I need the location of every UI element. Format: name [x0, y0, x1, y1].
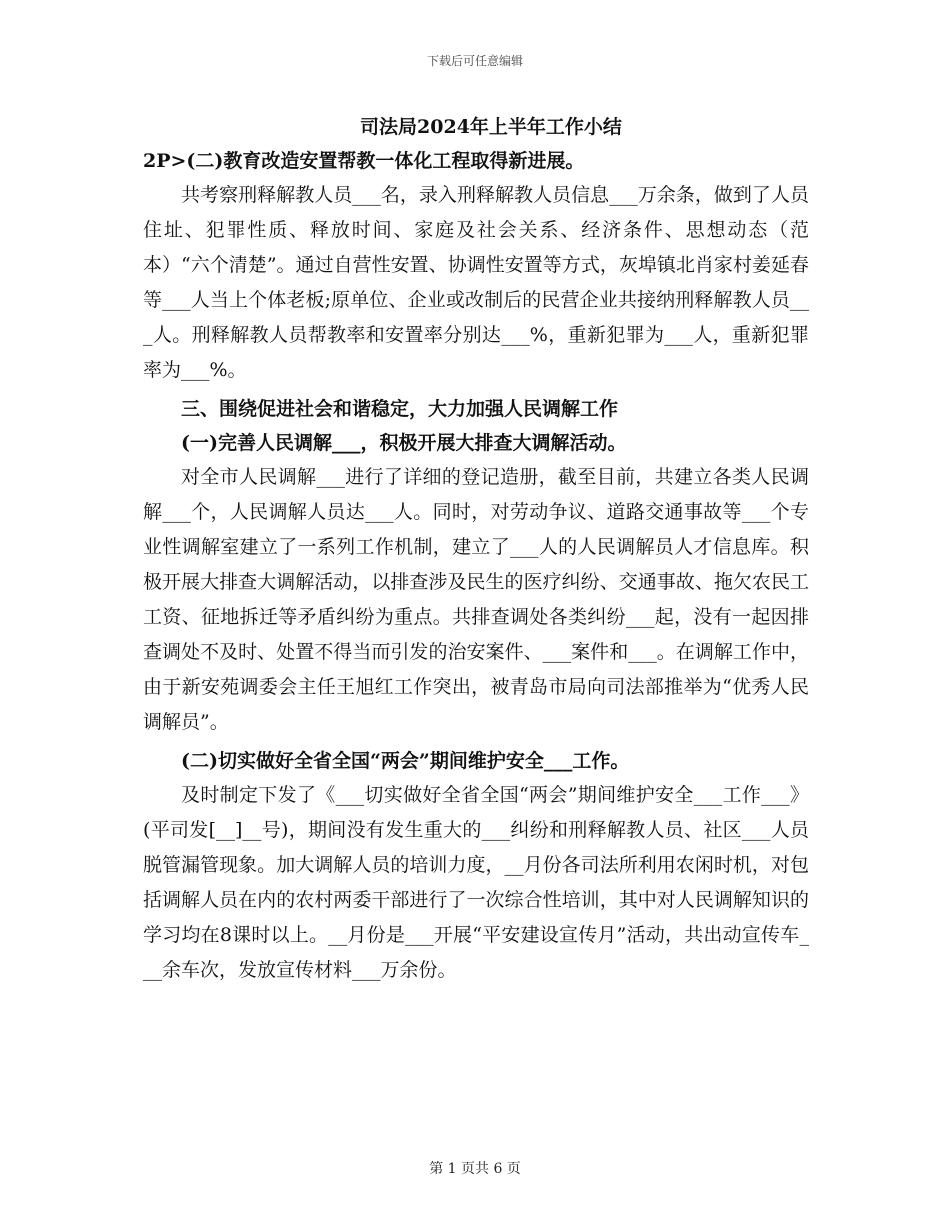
paragraph-resettlement: 共考察刑释解教人员___名，录入刑释解教人员信息___万余条，做到了人员住址、犯罪性质、释放时间、家庭及社会关系、经济条件、思想动态（范本）“六个清楚”。通过自营性安置、协调性安置等方式，灰埠镇北肖家村姜延春等___人当上个体老板;原单位、企业或改制后的民营企业共接纳刑释解教人员___人。刑释解教人员帮教率和安置率分别达___%，重新犯罪为___人，重新犯罪率为___%。: [143, 184, 809, 381]
section-heading-mediation: 三、围绕促进社会和谐稳定，大力加强人民调解工作: [181, 398, 619, 420]
document-title: 司法局2024年上半年工作小结: [360, 116, 622, 138]
document-body: [143, 110, 809, 988]
subsection-heading-mediation-network: (一)完善人民调解___，积极开展大排查大调解活动。: [181, 432, 627, 454]
page-footer: 第 1 页共 6 页: [429, 1161, 521, 1177]
subsection-heading-two-sessions: (二)切实做好全省全国“两会”期间维护安全___工作。: [181, 750, 630, 772]
paragraph-two-sessions: 及时制定下发了《___切实做好全省全国“两会”期间维护安全___工作___》(平司发[__]__号)，期间没有发生重大的___纠纷和刑释解教人员、社区___人员脱管漏管现象。加大调解人员的培训力度，__月份各司法所利用农闲时机，对包括调解人员在内的农村两委干部进行了一次综合性培训，其中对人民调解知识的学习均在8课时以上。__月份是___开展“平安建设宣传月”活动，共出动宣传车___余车次，发放宣传材料___万余份。: [143, 784, 809, 981]
page-header: 下载后可任意编辑: [426, 54, 523, 68]
section-heading-resettlement: 2P>(二)教育改造安置帮教一体化工程取得新进展。: [143, 150, 585, 172]
paragraph-mediation-network: 对全市人民调解___进行了详细的登记造册，截至目前，共建立各类人民调解___个，人民调解人员达___人。同时，对劳动争议、道路交通事故等___个专业性调解室建立了一系列工作机制，建立了___人的人民调解员人才信息库。积极开展大排查大调解活动，以排查涉及民生的医疗纠纷、交通事故、拖欠农民工工资、征地拆迁等矛盾纠纷为重点。共排查调处各类纠纷___起，没有一起因排查调处不及时、处置不得当而引发的治安案件、___案件和___。在调解工作中，由于新安苑调委会主任王旭红工作突出，被青岛市局向司法部推举为“优秀人民调解员”。: [143, 466, 809, 733]
